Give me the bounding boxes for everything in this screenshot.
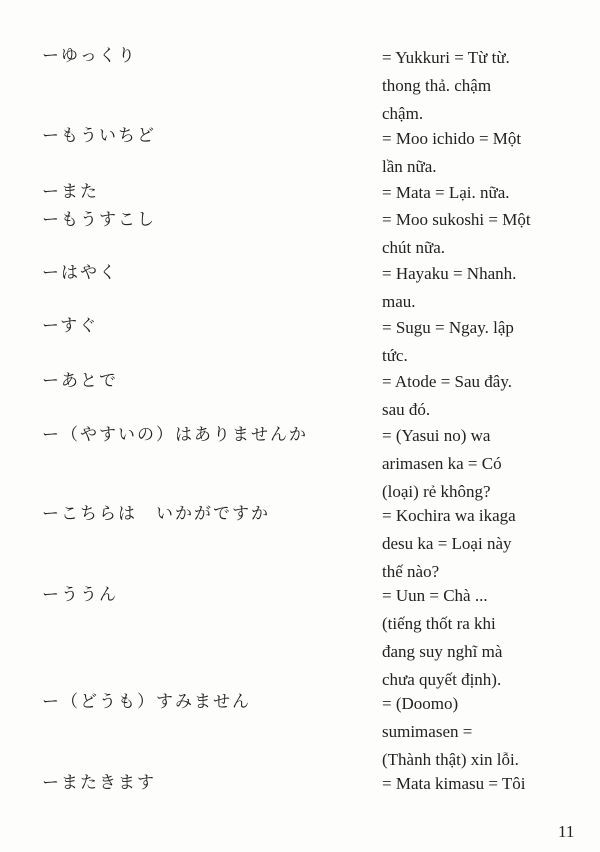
vietnamese-translation	[382, 179, 592, 207]
vietnamese-translation	[382, 125, 592, 181]
translation-line: = Atode = Sau đây.	[382, 372, 512, 391]
translation-line: = (Yasui no) wa	[382, 426, 491, 445]
vietnamese-translation	[382, 368, 592, 424]
translation-line: (tiếng thốt ra khi	[382, 614, 496, 633]
translation-line: chậm.	[382, 104, 424, 123]
translation-line: = Yukkuri = Từ từ.	[382, 48, 510, 67]
translation-line: = Mata kimasu = Tôi	[382, 774, 526, 793]
translation-line: arimasen ka = Có	[382, 454, 502, 473]
japanese-phrase: ーゆっくり	[42, 46, 137, 66]
translation-line: (loại) rẻ không?	[382, 482, 491, 501]
translation-line: chưa quyết định).	[382, 670, 502, 689]
translation-line: (Thành thật) xin lỗi.	[382, 750, 519, 769]
japanese-phrase: ーすぐ	[42, 316, 99, 336]
japanese-phrase: ーはやく	[42, 263, 118, 283]
translation-line: sau đó.	[382, 400, 431, 419]
translation-line: thế nào?	[382, 562, 440, 581]
japanese-phrase: ーもうすこし	[42, 210, 156, 230]
japanese-phrase: ーまた	[42, 182, 99, 202]
vietnamese-translation	[382, 502, 592, 586]
japanese-phrase: ー（やすいの）はありませんか	[42, 425, 308, 445]
translation-line: = Uun = Chà ...	[382, 586, 488, 605]
translation-line: = Kochira wa ikaga	[382, 506, 516, 525]
translation-line: thong thả. chậm	[382, 76, 492, 95]
vietnamese-translation	[382, 690, 592, 774]
translation-line: = Mata = Lại. nữa.	[382, 183, 510, 202]
vietnamese-translation	[382, 422, 592, 506]
japanese-phrase: ーまたきます	[42, 773, 156, 793]
page-number: 11	[558, 822, 575, 841]
translation-line: = (Doomo)	[382, 694, 459, 713]
japanese-phrase: ーもういちど	[42, 126, 156, 146]
translation-line: = Sugu = Ngay. lập	[382, 318, 514, 337]
translation-line: đang suy nghĩ mà	[382, 642, 503, 661]
japanese-phrase: ー（どうも）すみません	[42, 692, 251, 712]
vietnamese-translation	[382, 206, 592, 262]
translation-line: = Moo ichido = Một	[382, 129, 522, 148]
vietnamese-translation	[382, 770, 592, 798]
vietnamese-translation	[382, 44, 592, 128]
translation-line: chút nữa.	[382, 238, 446, 257]
translation-line: mau.	[382, 292, 416, 311]
translation-line: = Moo sukoshi = Một	[382, 210, 531, 229]
vietnamese-translation	[382, 260, 592, 316]
translation-line: lần nữa.	[382, 157, 437, 176]
vietnamese-translation	[382, 582, 592, 694]
japanese-phrase: ーこちらは いかがですか	[42, 504, 270, 524]
japanese-phrase: ーううん	[42, 585, 118, 605]
translation-line: desu ka = Loại này	[382, 534, 512, 553]
translation-line: = Hayaku = Nhanh.	[382, 264, 517, 283]
japanese-phrase: ーあとで	[42, 371, 118, 391]
translation-line: tức.	[382, 346, 408, 365]
vietnamese-translation	[382, 314, 592, 370]
translation-line: sumimasen =	[382, 722, 473, 741]
